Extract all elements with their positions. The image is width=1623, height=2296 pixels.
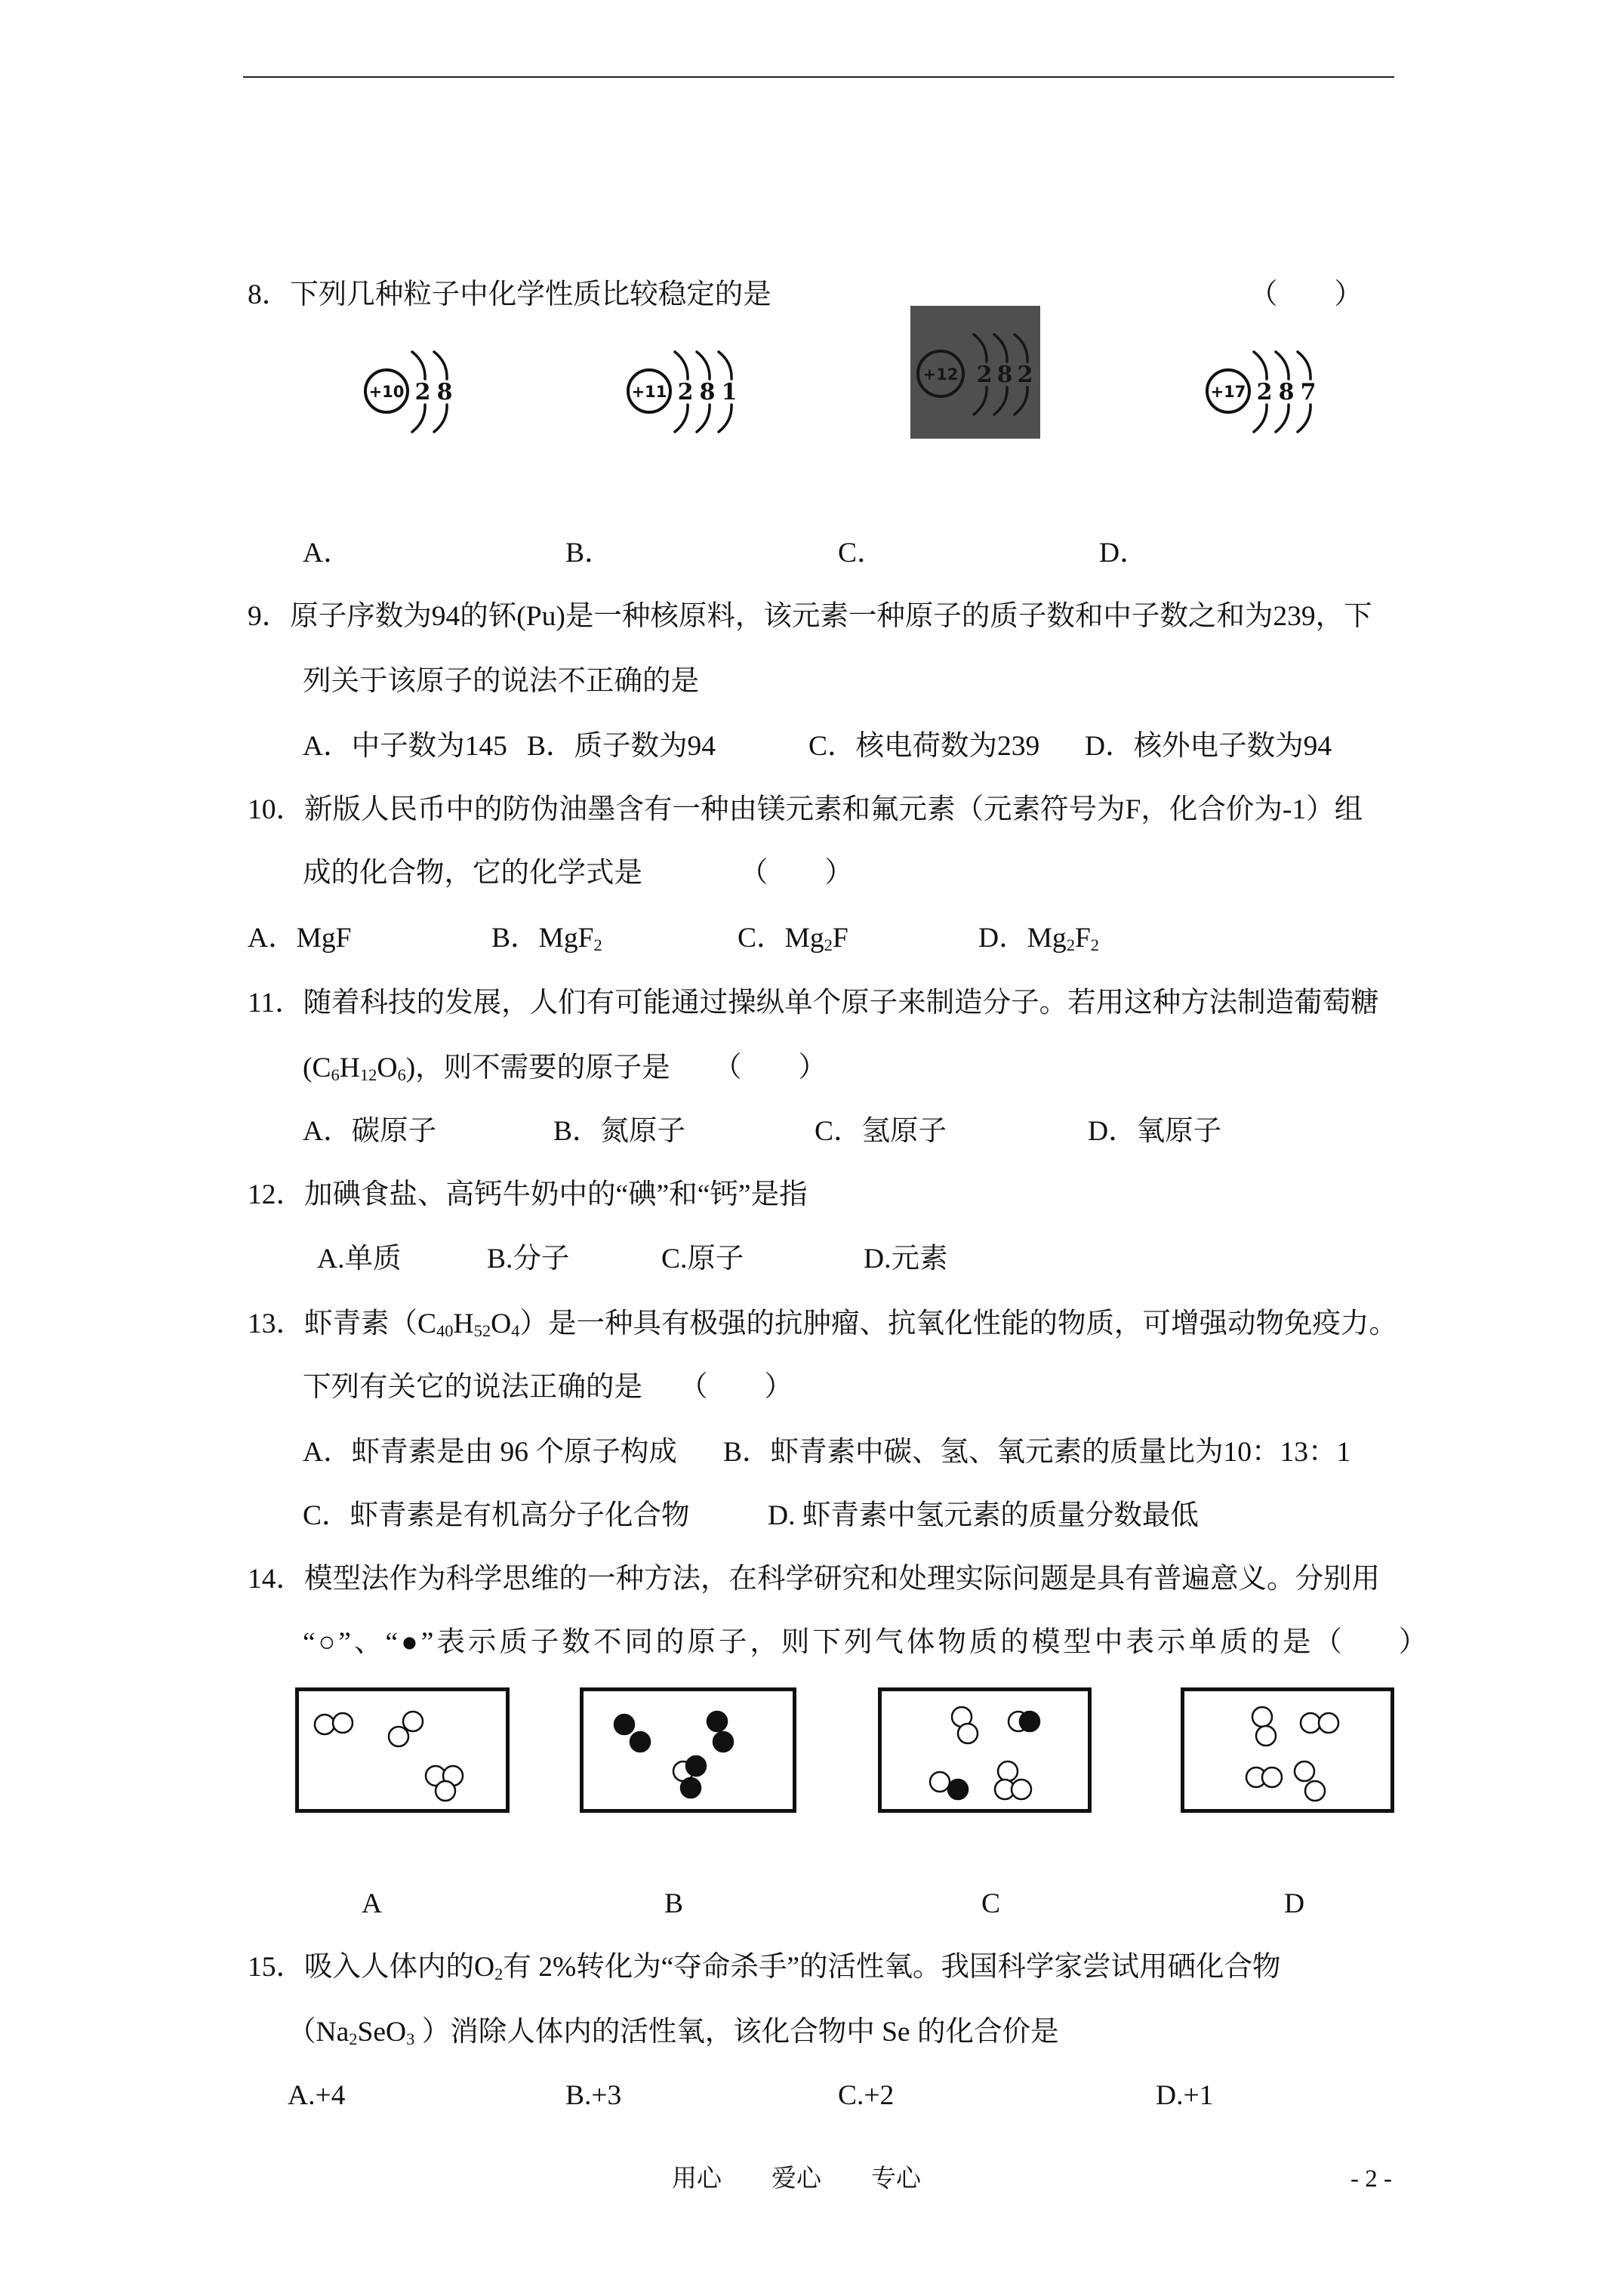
- shell-electron-count: 2: [1017, 362, 1033, 388]
- nucleus-charge: +10: [368, 383, 405, 401]
- formula-subscript: 2: [1090, 935, 1100, 954]
- q9-option-d: D．核外电子数为94: [1085, 731, 1332, 762]
- white-atom: [389, 1727, 408, 1746]
- option-label: B．: [491, 923, 539, 954]
- formula-part: Mg: [1027, 923, 1067, 954]
- formula-subscript: 4: [511, 1321, 520, 1340]
- formula-part: （Na: [288, 2017, 350, 2048]
- white-atom: [1262, 1767, 1282, 1787]
- formula-subscript: 3: [406, 2029, 415, 2048]
- q9-option-c: C．核电荷数为239: [808, 731, 1040, 762]
- black-atom: [1020, 1712, 1039, 1731]
- option-label: D．: [978, 923, 1027, 954]
- q12-option-b: B.分子: [487, 1244, 570, 1274]
- q10-stem-line1: 10．新版人民币中的防伪油墨含有一种由镁元素和氟元素（元素符号为F，化合价为-1）组: [248, 794, 1363, 825]
- q13-stem-line2: 下列有关它的说法正确的是: [303, 1372, 642, 1403]
- option-label: C．: [738, 923, 785, 954]
- q9-option-a: A．中子数为145: [303, 731, 507, 762]
- q14-stem-line2: [303, 1625, 1427, 1661]
- q10-answer-bracket: （ ）: [740, 858, 853, 889]
- q15-option-d: D.+1: [1156, 2080, 1214, 2111]
- q13-option-b: B．虾青素中碳、氢、氧元素的质量比为10：13：1: [723, 1437, 1351, 1468]
- formula-subscript: 12: [359, 1065, 377, 1084]
- q10-option-c: [738, 920, 848, 957]
- black-atom: [630, 1732, 650, 1752]
- formula-subscript: 2: [593, 935, 602, 954]
- q15-stem-line1: [248, 1949, 1281, 1986]
- q15-stem-line2: [288, 2014, 1058, 2051]
- q8-option-b: B．: [565, 538, 613, 569]
- q10-stem-line2: 成的化合物，它的化学式是: [303, 858, 642, 889]
- white-atom: [333, 1713, 353, 1733]
- black-atom: [707, 1712, 727, 1731]
- stem-text: 有 2%转化为“夺命杀手”的活性氧。我国科学家尝试用硒化合物: [503, 1952, 1281, 1983]
- formula-part: Mg: [784, 923, 824, 954]
- q10-option-d: [978, 920, 1099, 957]
- white-atom: [1252, 1707, 1272, 1727]
- shell-electron-count: 8: [699, 379, 716, 405]
- stem-text: )，则不需要的原子是: [405, 1052, 670, 1083]
- shell-electron-count: 7: [1300, 379, 1317, 405]
- q13-option-c: C．虾青素是有机高分子化合物: [303, 1500, 690, 1531]
- q11-option-a: A．碳原子: [303, 1116, 437, 1147]
- header-rule: [243, 76, 1394, 78]
- q9-stem-line1: 9．原子序数为94的钚(Pu)是一种核原料，该元素一种原子的质子数和中子数之和为239，下: [248, 601, 1372, 632]
- formula-subscript: 2: [1066, 935, 1075, 954]
- q13-option-d: D. 虾青素中氢元素的质量分数最低: [768, 1500, 1199, 1531]
- q9-option-b: B．质子数为94: [527, 731, 716, 762]
- molecule-model-box-a: [295, 1687, 510, 1813]
- shell-electron-count: 8: [436, 379, 453, 405]
- white-atom: [1301, 1713, 1320, 1733]
- shell-electron-count: 2: [677, 379, 694, 405]
- white-atom: [403, 1712, 423, 1731]
- formula-part: MgF: [296, 923, 352, 954]
- q14-label-b: B: [664, 1888, 684, 1919]
- q14-label-a: A: [362, 1888, 383, 1919]
- shell-electron-count: 8: [996, 362, 1013, 388]
- white-atom: [1256, 1726, 1276, 1746]
- molecule-model-box-c: [878, 1687, 1092, 1813]
- q15-option-c: C.+2: [838, 2080, 895, 2111]
- stem-text: “○”、“●”表示质子数不同的原子，则下列气体物质的模型中表示单质的是: [303, 1627, 1314, 1658]
- q10-option-b: [491, 920, 602, 957]
- black-atom: [686, 1756, 706, 1776]
- q13-answer-bracket: （ ）: [679, 1372, 793, 1403]
- q12-option-a: A.单质: [317, 1244, 402, 1274]
- nucleus-charge: +11: [631, 383, 667, 401]
- formula-part: F: [1074, 923, 1091, 954]
- white-atom: [998, 1761, 1018, 1781]
- shell-electron-count: 8: [1278, 379, 1295, 405]
- formula-subscript: 2: [349, 2029, 358, 2048]
- q8-option-d: D．: [1099, 538, 1148, 569]
- white-atom: [1295, 1761, 1314, 1781]
- q8-stem: 8．下列几种粒子中化学性质比较稳定的是: [248, 279, 771, 310]
- q8-option-c: C．: [838, 538, 885, 569]
- footer-motto: 用心 爱心 专心: [672, 2165, 921, 2193]
- q12-stem: 12．加碘食盐、高钙牛奶中的“碘”和“钙”是指: [248, 1179, 808, 1210]
- shell-electron-count: 2: [1256, 379, 1273, 405]
- q14-label-c: C: [981, 1888, 1001, 1919]
- atom-diagram-c: [910, 306, 1040, 439]
- option-label: A．: [248, 923, 297, 954]
- atom-diagram-b: [610, 332, 761, 453]
- molecule-model-box-d: [1181, 1687, 1394, 1813]
- page-number: - 2 -: [1350, 2165, 1392, 2193]
- white-atom: [930, 1772, 950, 1792]
- white-atom: [1305, 1781, 1325, 1801]
- formula-part: F: [832, 923, 848, 954]
- q11-option-b: B．氮原子: [553, 1116, 686, 1147]
- shell-electron-count: 1: [721, 379, 738, 405]
- nucleus-charge: +17: [1210, 383, 1246, 401]
- formula-part: O: [491, 1308, 512, 1339]
- nucleus-charge: +12: [922, 365, 959, 384]
- formula-part: H: [453, 1308, 474, 1339]
- q10-option-a: [248, 920, 352, 957]
- white-atom: [958, 1724, 978, 1743]
- q15-option-a: A.+4: [288, 2080, 346, 2111]
- q14-stem-line1: 14．模型法作为科学思维的一种方法，在科学研究和处理实际问题是具有普遍意义。分别用: [248, 1564, 1380, 1595]
- black-atom: [681, 1778, 701, 1798]
- formula-subscript: 52: [473, 1321, 491, 1340]
- formula-subscript: 6: [331, 1065, 340, 1084]
- white-atom: [315, 1715, 334, 1734]
- atom-diagram-d: [1189, 332, 1340, 453]
- atom-diagram-a: [347, 332, 498, 453]
- white-atom: [1012, 1780, 1031, 1799]
- formula-part: MgF: [538, 923, 594, 954]
- q13-option-a: A．虾青素是由 96 个原子构成: [303, 1437, 677, 1468]
- shell-electron-count: 2: [976, 362, 993, 388]
- formula-subscript: 6: [397, 1065, 406, 1084]
- black-atom: [614, 1715, 634, 1734]
- stem-text: ）消除人体内的活性氧，该化合物中 Se 的化合价是: [414, 2017, 1059, 2048]
- white-atom: [1319, 1713, 1338, 1733]
- model-frame: [297, 1690, 508, 1811]
- stem-text: ）是一种具有极强的抗肿瘤、抗氧化性能的物质，可增强动物免疫力。: [519, 1308, 1397, 1339]
- formula-subscript: 2: [824, 935, 833, 954]
- formula-part: O: [377, 1052, 398, 1083]
- black-atom: [948, 1780, 968, 1799]
- formula-part: (C: [303, 1052, 331, 1083]
- q14-label-d: D: [1284, 1888, 1305, 1919]
- model-frame: [1183, 1690, 1393, 1811]
- formula-part: SeO: [357, 2017, 407, 2048]
- q12-option-d: D.元素: [864, 1244, 948, 1274]
- q11-answer-bracket: （ ）: [713, 1052, 827, 1083]
- q11-stem-line2: [303, 1050, 670, 1086]
- q11-option-d: D．氧原子: [1088, 1116, 1222, 1147]
- q8-answer-bracket: （ ）: [1249, 279, 1363, 310]
- stem-text: 13．虾青素（C: [248, 1308, 437, 1339]
- q9-stem-line2: 列关于该原子的说法不正确的是: [303, 666, 699, 697]
- formula-subscript: 40: [436, 1321, 454, 1340]
- formula-part: H: [339, 1052, 360, 1083]
- q13-stem-line1: [248, 1306, 1397, 1342]
- model-frame: [880, 1690, 1090, 1811]
- stem-text: 15．吸入人体内的O: [248, 1952, 495, 1983]
- q8-option-a: A．: [303, 538, 352, 569]
- q11-stem-line1: 11．随着科技的发展，人们有可能通过操纵单个原子来制造分子。若用这种方法制造葡萄糖: [248, 988, 1379, 1019]
- q11-option-c: C．氢原子: [815, 1116, 947, 1147]
- molecule-model-box-b: [580, 1687, 796, 1813]
- shell-electron-count: 2: [414, 379, 431, 405]
- white-atom: [436, 1781, 455, 1801]
- black-atom: [713, 1732, 733, 1752]
- q14-answer-bracket: （ ）: [1313, 1627, 1427, 1658]
- q12-option-c: C.原子: [661, 1244, 744, 1274]
- formula-subscript: 2: [494, 1964, 504, 1983]
- q15-option-b: B.+3: [565, 2080, 622, 2111]
